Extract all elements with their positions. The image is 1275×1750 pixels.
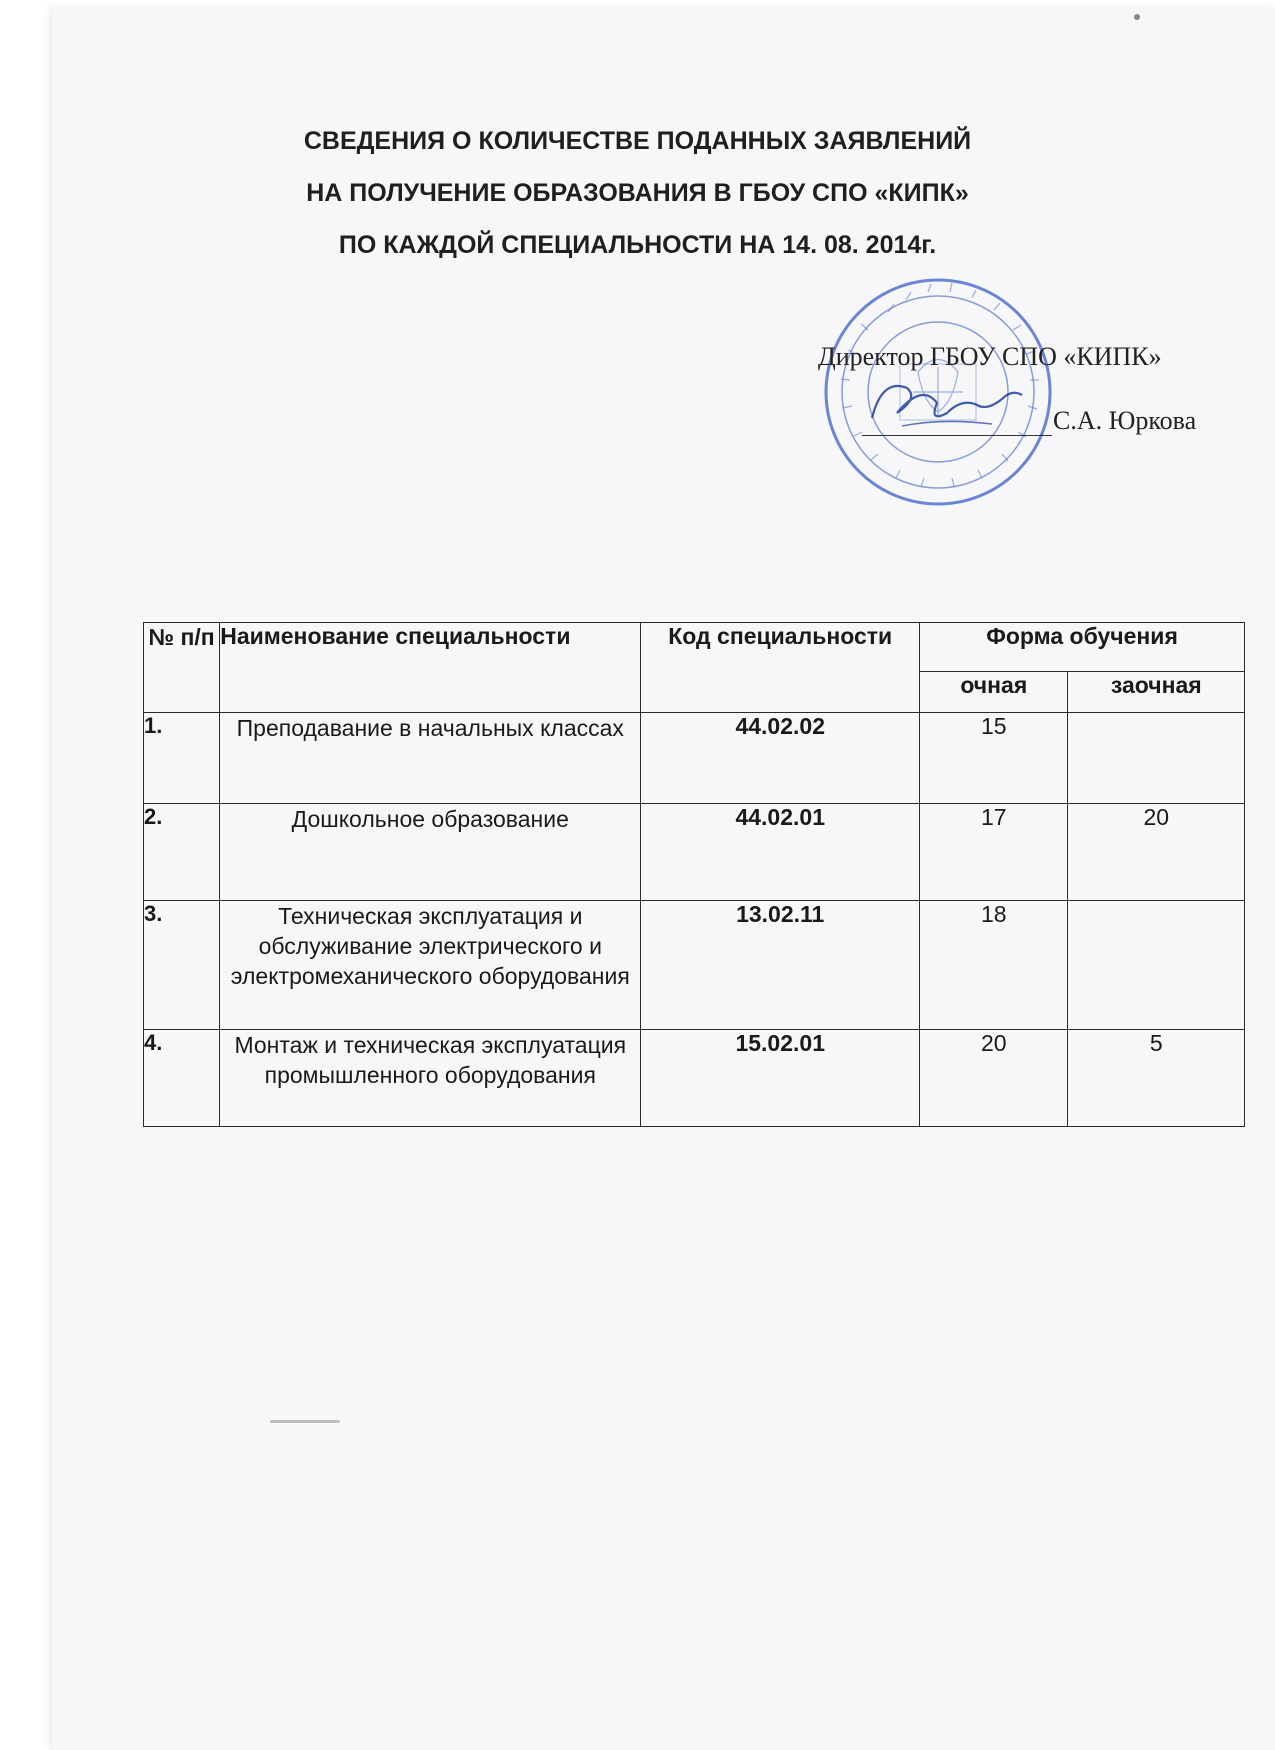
row-num: 3.: [144, 901, 220, 1030]
table-row: [144, 713, 1245, 804]
specialties-table: [143, 622, 1245, 1127]
header-parttime: заочная: [1068, 672, 1245, 713]
header-code: Код специальности: [641, 623, 920, 713]
row-num: 2.: [144, 804, 220, 901]
table-row: [144, 1030, 1245, 1127]
table-row: [144, 901, 1245, 1030]
title-line-3: ПО КАЖДОЙ СПЕЦИАЛЬНОСТИ НА 14. 08. 2014г.: [338, 231, 937, 259]
row-code: 44.02.01: [641, 804, 920, 901]
row-code: 15.02.01: [641, 1030, 920, 1127]
row-name: Монтаж и техническая эксплуатация промышленного оборудования: [220, 1030, 641, 1127]
row-parttime: [1068, 713, 1245, 804]
scan-speck: [1134, 14, 1140, 20]
row-fulltime: 17: [920, 804, 1068, 901]
table-row: [144, 804, 1245, 901]
row-code: 44.02.02: [641, 713, 920, 804]
header-fulltime: очная: [920, 672, 1068, 713]
row-name: Дошкольное образование: [220, 804, 641, 901]
signature-line: [862, 405, 1052, 436]
scan-speck: [270, 1420, 340, 1423]
header-form: Форма обучения: [920, 623, 1245, 672]
row-fulltime: 18: [920, 901, 1068, 1030]
title-line-1: СВЕДЕНИЯ О КОЛИЧЕСТВЕ ПОДАННЫХ ЗАЯВЛЕНИЙ: [303, 127, 972, 155]
row-fulltime: 15: [920, 713, 1068, 804]
row-parttime: 5: [1068, 1030, 1245, 1127]
row-name: Преподавание в начальных классах: [220, 713, 641, 804]
approval-name: С.А. Юркова: [1053, 406, 1197, 435]
row-num: 1.: [144, 713, 220, 804]
row-parttime: 20: [1068, 804, 1245, 901]
table-header-row: [144, 623, 1245, 672]
row-fulltime: 20: [920, 1030, 1068, 1127]
header-num: № п/п: [144, 623, 220, 713]
row-num: 4.: [144, 1030, 220, 1127]
document-title: [0, 115, 1275, 271]
row-code: 13.02.11: [641, 901, 920, 1030]
title-line-2: НА ПОЛУЧЕНИЕ ОБРАЗОВАНИЯ В ГБОУ СПО «КИПК»: [306, 179, 969, 207]
approval-position: Директор ГБОУ СПО «КИПК»: [818, 342, 1162, 371]
row-parttime: [1068, 901, 1245, 1030]
header-name: Наименование специальности: [220, 623, 641, 713]
row-name: Техническая эксплуатация и обслуживание электрического и электромеханического оборудования: [220, 901, 641, 1030]
